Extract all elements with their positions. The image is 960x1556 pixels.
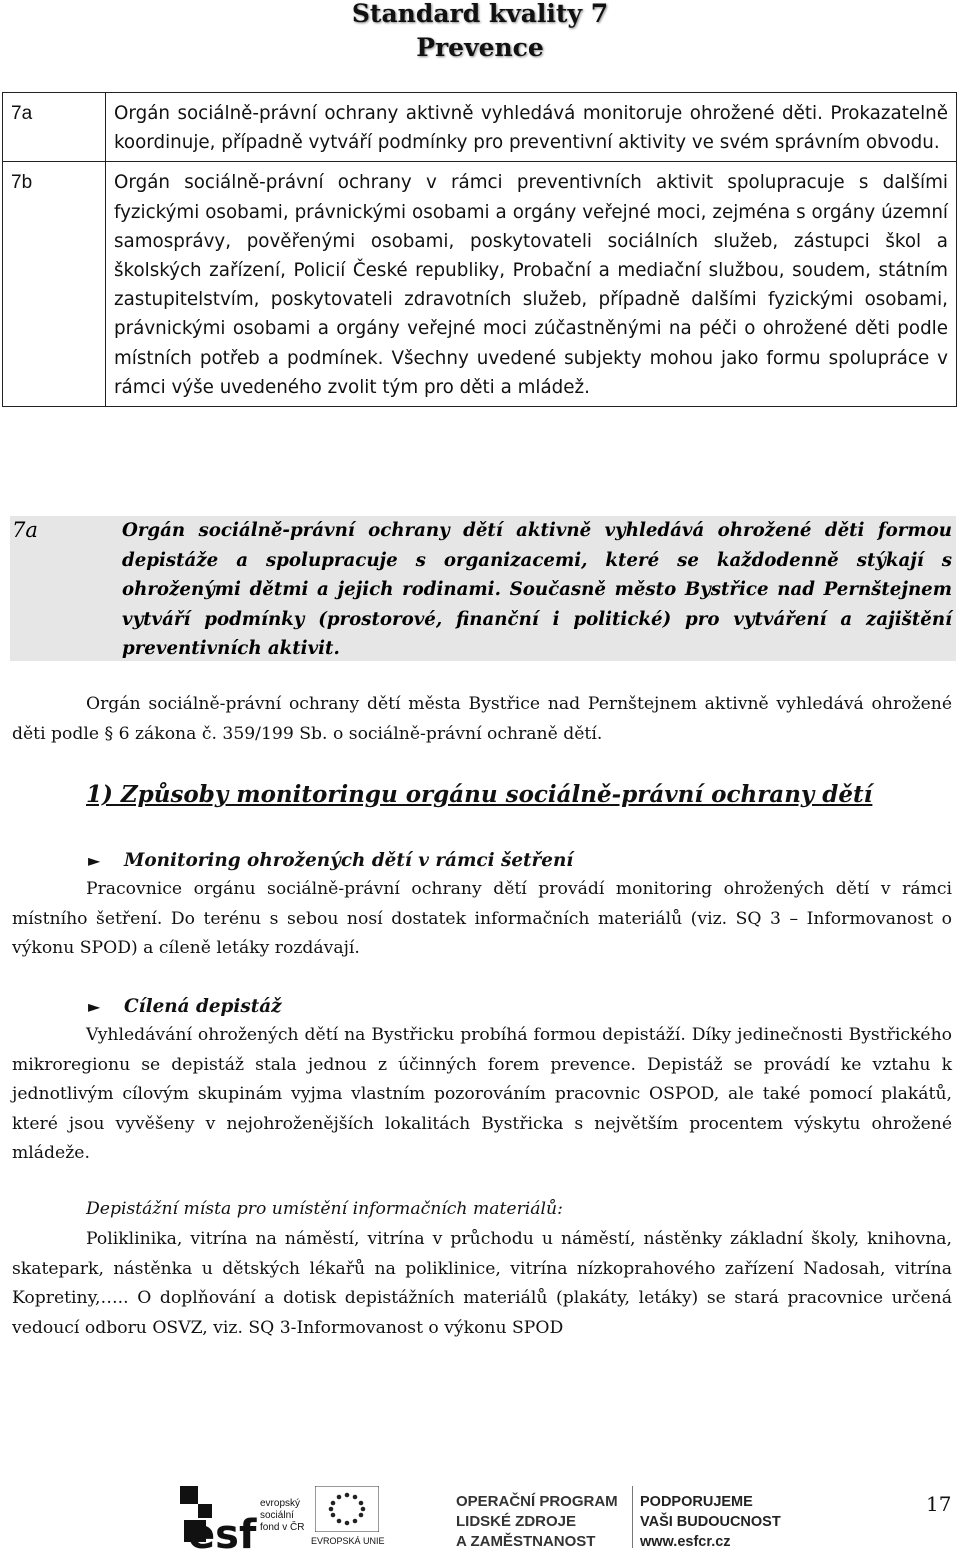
standard-table xyxy=(2,92,957,407)
criterion-7a-label: 7a xyxy=(12,518,38,542)
places-heading: Depistážní místa pro umístění informačních materiálů: xyxy=(86,1199,563,1219)
depistaz-paragraph: Vyhledávání ohrožených dětí na Bystřicku probíhá formou depistáží. Díky jedinečnosti Bystřického mikroregionu se depistáž stala jednou z účinných forem prevence. Depistáž se provádí ke vztahu k jednotlivým cílovým skupinám vyjma vlastním pozorováním pracovnic OSPOD, ale také pomocí plakátů, které jsou vyvěšeny v nejohroženějších lokalitách Bystřicka s největším procentem výskytu ohrožené mládeže. xyxy=(12,1025,952,1163)
page-number: 17 xyxy=(926,1492,952,1516)
section-heading: 1) Způsoby monitoringu orgánu sociálně-právní ochrany dětí xyxy=(86,781,873,808)
svg-text:esf: esf xyxy=(188,1512,257,1552)
criterion-text: Orgán sociálně-právní ochrany v rámci preventivních aktivit spolupracuje s dalšími fyzickými osobami, právnickými osobami a orgány veřejné moci, zejména s orgány územní samosprávy, pověřenými osobami, poskytovateli sociálních služeb, zástupci škol a školských zařízení, Policií České republiky, Probační a mediační službou, soudem, státním zastupitelstvím, poskytovateli zdravotních služeb, případně dalšími fyzickými osobami, právnickými osobami a orgány veřejné moci zúčastněnými na péči o ohrožené děti podle místních potřeb a podmínek. Všechny uvedené subjekty mohou jako formu spolupráce v rámci výše uvedeného zvolit tým pro děti a mládež. xyxy=(106,162,957,407)
table-row xyxy=(3,162,957,407)
right-pointer-icon: ► xyxy=(88,997,101,1016)
program-logo: OPERAČNÍ PROGRAM LIDSKÉ ZDROJE A ZAMĚSTNANOST xyxy=(456,1493,618,1550)
criterion-7a-box xyxy=(10,516,956,661)
monitoring-paragraph: Pracovnice orgánu sociálně-právní ochrany dětí provádí monitoring ohrožených dětí v rámci místního šetření. Do terénu s sebou nosí dostatek informačních materiálů (viz. SQ 3 – Informovanost o výkonu SPOD) a cíleně letáky rozdávají. xyxy=(12,879,952,958)
criterion-text: Orgán sociálně-právní ochrany aktivně vyhledává monitoruje ohrožené děti. Prokazatelně koordinuje, případně vytváří podmínky pro preventivní aktivity ve svém správním obvodu. xyxy=(106,93,957,162)
intro-paragraph: Orgán sociálně-právní ochrany dětí města Bystřice nad Pernštejnem aktivně vyhledává ohrožené děti podle § 6 zákona č. 359/199 Sb. o sociálně-právní ochraně dětí. xyxy=(12,694,952,744)
page-title: Standard kvality 7 xyxy=(351,0,609,28)
page-subtitle: Prevence xyxy=(416,33,544,62)
criterion-7a-text: Orgán sociálně-právní ochrany dětí aktivně vyhledává ohrožené děti formou depistáže a spolupracuje s organizacemi, které se každodenně stýkají s ohroženými dětmi a jejich rodinami. Současně město Bystřice nad Pernštejnem vytváří podmínky (prostorové, finanční i politické) pro vytváření a zajištění preventivních aktivit. xyxy=(122,520,952,659)
right-pointer-icon: ► xyxy=(88,851,101,870)
criterion-id: 7a xyxy=(3,93,106,162)
support-logo: PODPORUJEME VAŠI BUDOUCNOST www.esfcr.cz xyxy=(640,1494,781,1550)
eu-flag-icon xyxy=(315,1486,379,1532)
table-row xyxy=(3,93,957,162)
criterion-id: 7b xyxy=(3,162,106,407)
esf-logo: esf evropský sociální fond v ČR xyxy=(180,1486,310,1552)
places-paragraph: Poliklinika, vitrína na náměstí, vitrína v průchodu u náměstí, nástěnky základní školy, knihovna, skatepark, nástěnka u dětských lékařů na poliklinice, vitrína nízkoprahového zařízení Nadosah, vitrína Kopretiny,….. O doplňování a dotisk depistážních materiálů (plakáty, letáky) se stará pracovnice určená vedoucí odboru OSVZ, viz. SQ 3-Informovanost o výkonu SPOD xyxy=(12,1229,952,1338)
footer xyxy=(0,1478,960,1554)
subsection-title-depistaz: ► Cílená depistáž xyxy=(124,992,282,1021)
eu-logo: EVROPSKÁ UNIE xyxy=(315,1486,387,1552)
subsection-title-monitoring: ► Monitoring ohrožených dětí v rámci šetření xyxy=(124,846,573,875)
footer-divider xyxy=(632,1486,633,1548)
